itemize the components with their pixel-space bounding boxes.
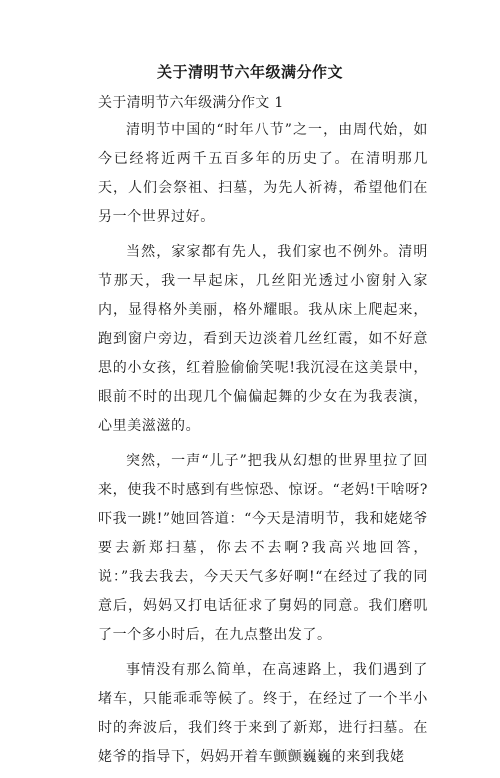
paragraph: 突然，一声“儿子”把我从幻想的世界里拉了回来，使我不时感到有些惊恐、惊讶。“老妈!干啥呀?吓我一跳!”她回答道：“今天是清明节，我和姥姥爷要去新郑扫墓，你去不去啊?我高兴地回答，说：”我去我去，今天天气多好啊!“在经过了我的同意后，妈妈又打电话征求了舅妈的同意。我们磨叽了一个多小时后，在九点整出发了。 <box>98 453 428 643</box>
document-subtitle: 关于清明节六年级满分作文 1 <box>98 95 284 111</box>
document-title: 关于清明节六年级满分作文 <box>156 63 343 81</box>
paragraph: 事情没有那么简单，在高速路上，我们遇到了堵车，只能乖乖等候了。终于，在经过了一个半小时的奔波后，我们终于来到了新郑，进行扫墓。在姥爷的指导下，妈妈开着车颤颤巍巍的来到我姥 <box>98 662 428 765</box>
paragraph: 当然，家家都有先人，我们家也不例外。清明节那天，我一早起床，几丝阳光透过小窗射入家内，显得格外美丽，格外耀眼。我从床上爬起来，跑到窗户旁边，看到天边淡着几丝红霞，如不好意思的小女孩，红着脸偷偷笑呢!我沉浸在这美景中，眼前不时的出现几个偏偏起舞的少女在为我表演，心里美滋滋的。 <box>98 244 428 434</box>
paragraph: 清明节中国的“时年八节”之一，由周代始，如今已经将近两千五百多年的历史了。在清明那几天，人们会祭祖、扫墓，为先人祈祷，希望他们在另一个世界过好。 <box>98 122 428 225</box>
document-body <box>98 116 428 778</box>
